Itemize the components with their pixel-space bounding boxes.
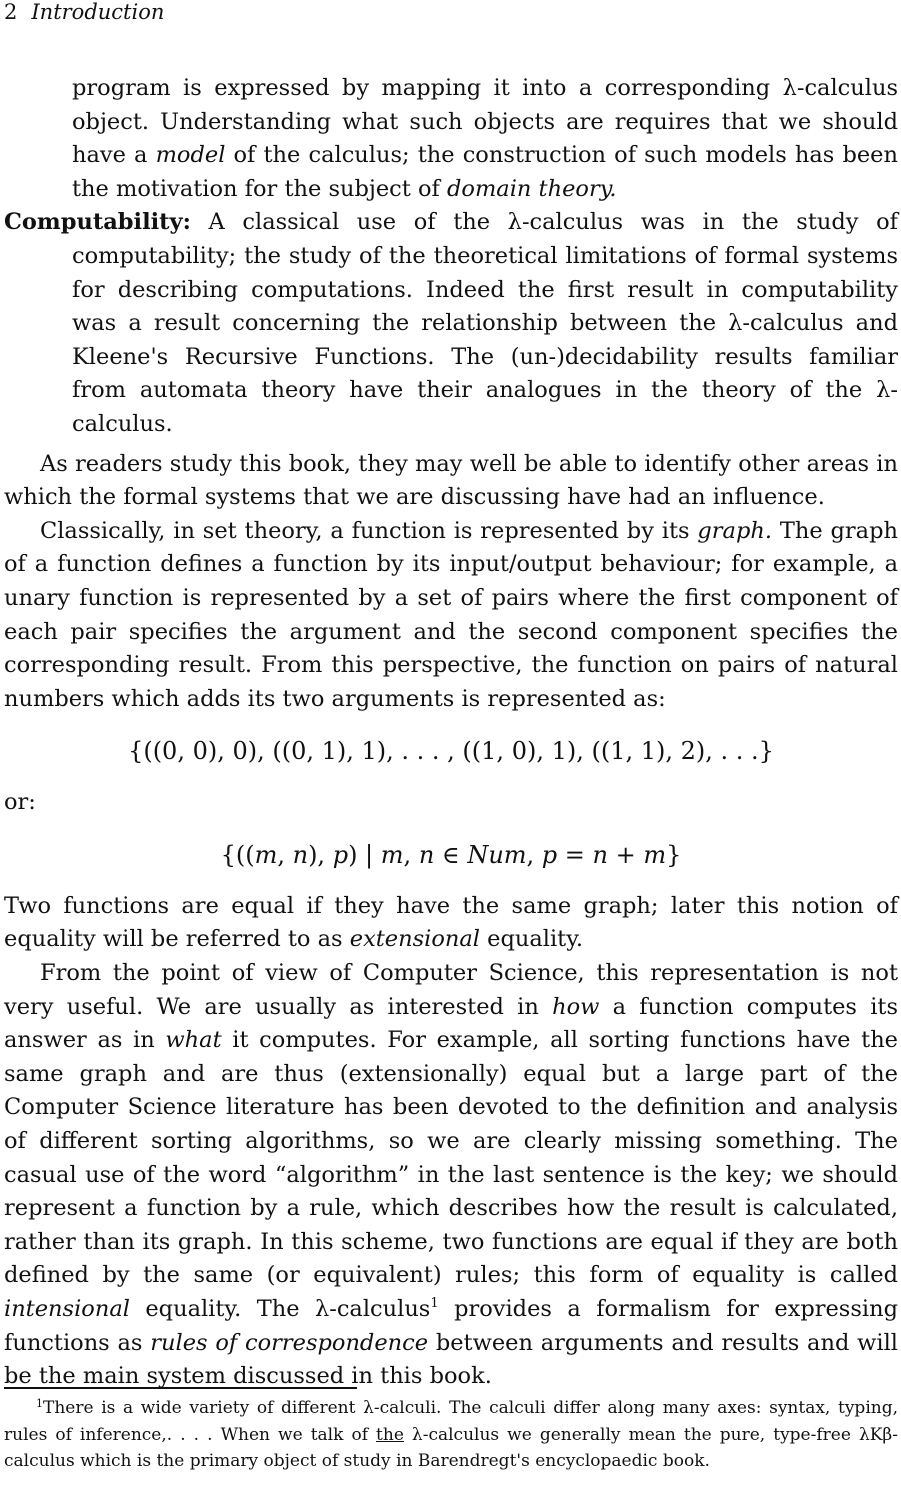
equation-set-builder: {((m, n), p) | m, n ∈ Num, p = n + m}: [220, 840, 682, 869]
text-span: a function computes its answer as in: [4, 993, 898, 1054]
body-text: [4, 72, 898, 1394]
footnote: [4, 1395, 898, 1475]
emphasis-domain-theory: domain theory.: [447, 175, 617, 202]
emphasis-what: what: [165, 1027, 222, 1054]
text-span: Two functions are equal if they have the same graph; later this notion of equality will be referred to as: [4, 892, 898, 953]
page-number: 2: [4, 0, 18, 24]
footnote-rule: [4, 1387, 357, 1389]
emphasis-model: model: [155, 142, 226, 169]
text-span: From the point of view of Computer Science, this representation is not very useful. We are usually as interested in: [4, 960, 898, 1020]
text-span: program is expressed by mapping it into a corresponding λ-calculus object. Understanding what such objects are requires that we should have a: [72, 75, 898, 169]
emphasis-how: how: [552, 993, 600, 1020]
continuation-paragraph: [72, 72, 898, 206]
chapter-title: Introduction: [31, 0, 165, 24]
text-span: equality.: [480, 926, 584, 953]
emphasis-rules-of-correspondence: rules of correspondence: [150, 1329, 429, 1356]
running-head: [4, 0, 164, 24]
item-term: Computability:: [4, 209, 191, 236]
text-span: equality. The λ-calculus: [129, 1296, 431, 1322]
emphasis-extensional: extensional: [349, 926, 480, 953]
footnote-number: 1: [36, 1397, 43, 1410]
text-span: it computes. For example, all sorting functions have the same graph and are thus (extensionally) equal but a large part of the Computer Science literature has been devoted to the definition and analysis of different sorting algorithms, so we are clearly missing something. The casual use of the word “algorithm” in the last sentence is the key; we should represent a function by a rule, which describes how the result is calculated, rather than its graph. In this scheme, two functions are equal if they are both defined by the same (or equivalent) rules; this form of equality is called: [4, 1027, 899, 1289]
paragraph-readers: As readers study this book, they may well be able to identify other areas in which the formal systems that we are discussing have had an influence.: [4, 450, 898, 511]
text-span: There is a wide variety of different λ-calculi. The calculi differ along many axes: syntax, typing, rules of inference,. . . . When we talk of: [4, 1398, 898, 1445]
equation-enumerated-graph: {((0, 0), 0), ((0, 1), 1), . . . , ((1, 0), 1), ((1, 1), 2), . . .}: [128, 737, 774, 766]
emphasis-intensional: intensional: [4, 1296, 130, 1322]
computability-item: [4, 206, 898, 441]
paragraph-computer-science: [4, 957, 898, 1394]
emphasis-graph: graph.: [697, 517, 773, 544]
underlined-the: the: [376, 1424, 404, 1445]
footnote-marker[interactable]: 1: [430, 1296, 439, 1311]
text-span: Classically, in set theory, a function is represented by its: [40, 517, 698, 544]
or-label: or:: [4, 789, 36, 816]
paragraph-graph: [4, 515, 898, 717]
text-span: between arguments and results and will be the main system discussed in this book.: [4, 1329, 898, 1390]
text-span: provides a formalism for expressing functions as: [4, 1296, 898, 1356]
item-text: A classical use of the λ-calculus was in the study of computability; the study of the theoretical limitations of formal systems for describing computations. Indeed the first result in computability was a result concerning the relationship between the λ-calculus and Kleene's Recursive Functions. The (un-)decidability results familiar from automata theory have their analogues in the theory of the λ-calculus.: [72, 209, 898, 437]
text-span: The graph of a function defines a function by its input/output behaviour; for example, a unary function is represented by a set of pairs where the first component of each pair specifies the argument and the second component specifies the corresponding result. From this perspective, the function on pairs of natural numbers which adds its two arguments is represented as:: [4, 517, 898, 712]
paragraph-extensional: [4, 890, 898, 957]
text-span: of the calculus; the construction of such models has been the motivation for the subject of: [72, 142, 898, 202]
text-span: λ-calculus we generally mean the pure, type-free λKβ-calculus which is the primary object of study in Barendregt's encyclopaedic book.: [4, 1424, 898, 1471]
